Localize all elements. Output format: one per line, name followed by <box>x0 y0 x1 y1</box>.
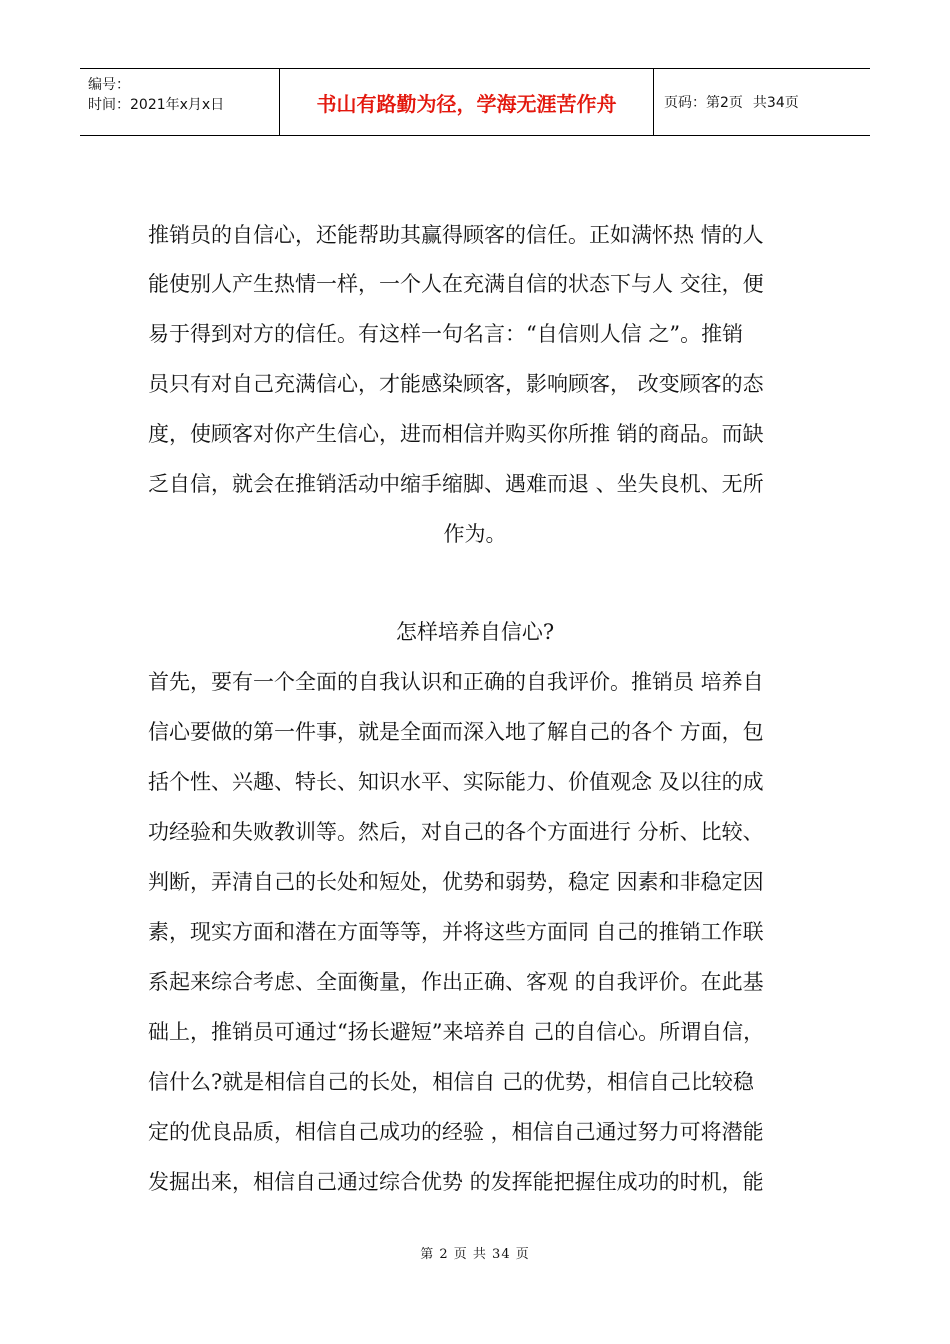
header-motto: 书山有路勤为径，学海无涯苦作舟 <box>316 91 617 116</box>
text-line: 易于得到对方的信任。有这样一句名言：“自信则人信 之”。推销 <box>148 322 744 346</box>
text-line: 能使别人产生热情一样，一个人在充满自信的状态下与人 交往，便 <box>148 272 764 296</box>
header-meta <box>80 69 280 135</box>
text-line: 首先，要有一个全面的自我认识和正确的自我评价。推销员 培养自 <box>148 670 764 694</box>
header-motto-cell <box>280 69 654 135</box>
document-time-label: 时间：2021年x月x日 <box>88 97 225 113</box>
page-header <box>80 68 870 136</box>
text-line: 信什么?就是相信自己的长处，相信自 己的优势，相信自己比较稳 <box>148 1070 754 1094</box>
text-line: 素，现实方面和潜在方面等等，并将这些方面同 自己的推销工作联 <box>148 920 764 944</box>
paragraph-end-line: 作为。 <box>443 522 507 546</box>
page-footer: 第 2 页 共 34 页 <box>420 1247 530 1262</box>
section-title: 怎样培养自信心? <box>395 620 555 644</box>
text-line: 发掘出来，相信自己通过综合优势 的发挥能把握住成功的时机，能 <box>148 1170 764 1194</box>
text-line: 信心要做的第一件事，就是全面而深入地了解自己的各个 方面，包 <box>148 720 764 744</box>
text-line: 功经验和失败教训等。然后，对自己的各个方面进行 分析、比较、 <box>148 820 764 844</box>
text-line: 乏自信，就会在推销活动中缩手缩脚、遇难而退 、坐失良机、无所 <box>148 472 764 496</box>
text-line: 推销员的自信心，还能帮助其赢得顾客的信任。正如满怀热 情的人 <box>148 223 764 247</box>
text-line: 系起来综合考虑、全面衡量，作出正确、客观 的自我评价。在此基 <box>148 970 764 994</box>
text-line: 定的优良品质，相信自己成功的经验 ，相信自己通过努力可将潜能 <box>148 1120 764 1144</box>
page-number-label: 页码：第2页 <box>664 95 743 111</box>
total-pages-label: 共34页 <box>752 95 799 111</box>
text-line: 判断，弄清自己的长处和短处，优势和弱势，稳定 因素和非稳定因 <box>148 870 764 894</box>
text-line: 括个性、兴趣、特长、知识水平、实际能力、价值观念 及以往的成 <box>148 770 764 794</box>
text-line: 础上，推销员可通过“扬长避短”来培养自 己的自信心。所谓自信， <box>148 1020 765 1044</box>
text-line: 员只有对自己充满信心，才能感染顾客，影响顾客， 改变顾客的态 <box>148 372 764 396</box>
text-line: 度，使顾客对你产生信心，进而相信并购买你所推 销的商品。而缺 <box>148 422 764 446</box>
document-number-label: 编号： <box>88 77 130 93</box>
header-page-info <box>654 69 870 135</box>
